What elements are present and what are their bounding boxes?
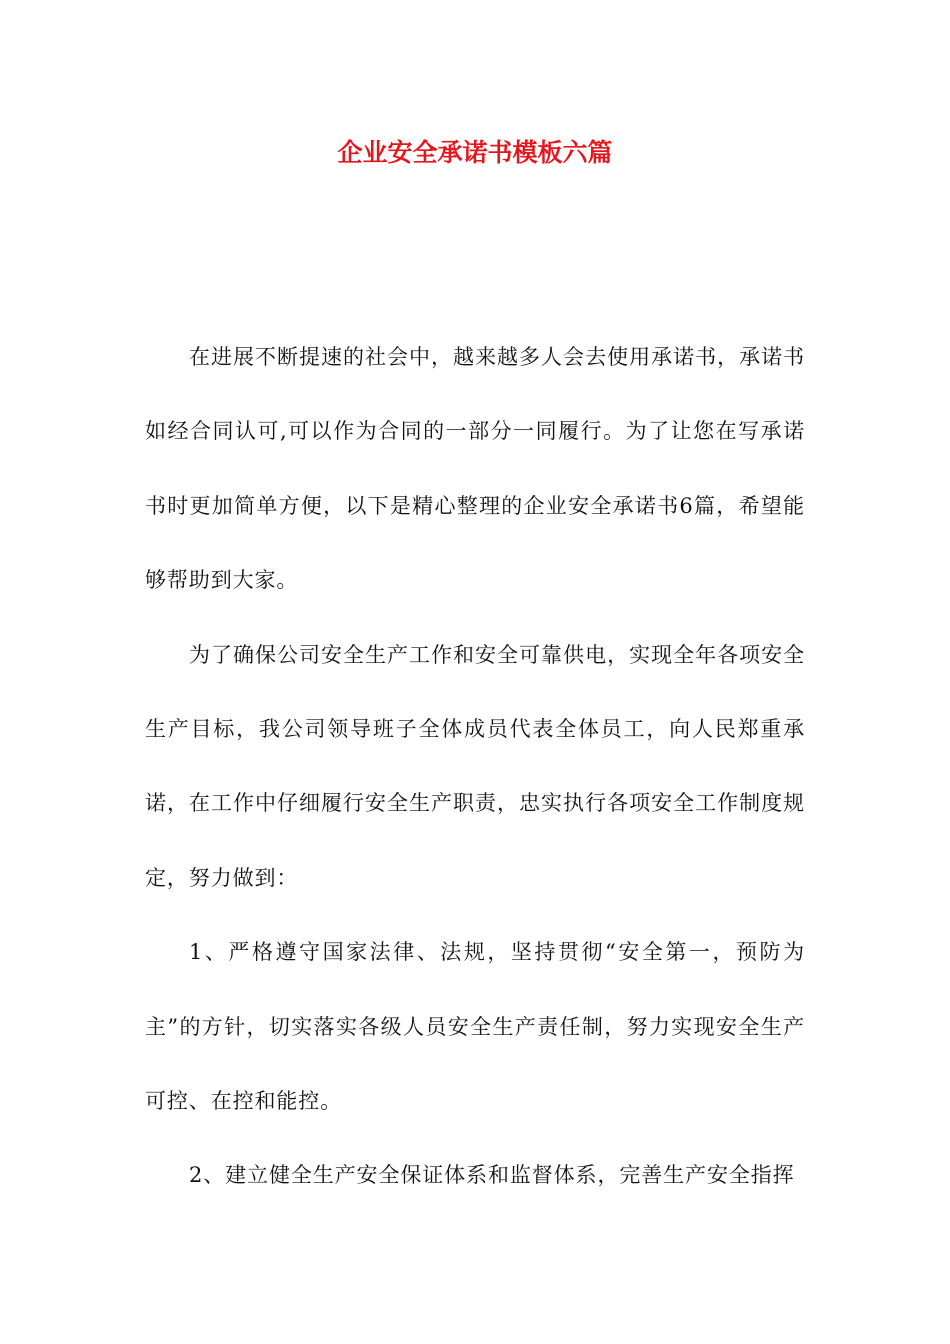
paragraph-commitment: 为了确保公司安全生产工作和安全可靠供电，实现全年各项安全生产目标，我公司领导班子全体成员代表全体员工，向人民郑重承诺，在工作中仔细履行安全生产职责，忠实执行各项安全工作制度规定，努力做到： <box>145 642 805 890</box>
paragraph-intro: 在进展不断提速的社会中，越来越多人会去使用承诺书，承诺书如经合同认可,可以作为合同的一部分一同履行。为了让您在写承诺书时更加简单方便，以下是精心整理的企业安全承诺书6篇，希望能够帮助到大家。 <box>145 345 805 593</box>
document-title: 企业安全承诺书模板六篇 <box>337 138 613 167</box>
paragraph-item-1: 1、严格遵守国家法律、法规，坚持贯彻“安全第一，预防为主”的方针，切实落实各级人员安全生产责任制，努力实现安全生产可控、在控和能控。 <box>145 940 805 1114</box>
paragraph-item-2: 2、建立健全生产安全保证体系和监督体系，完善生产安全指挥 <box>189 1163 795 1188</box>
document-body <box>145 320 805 1213</box>
